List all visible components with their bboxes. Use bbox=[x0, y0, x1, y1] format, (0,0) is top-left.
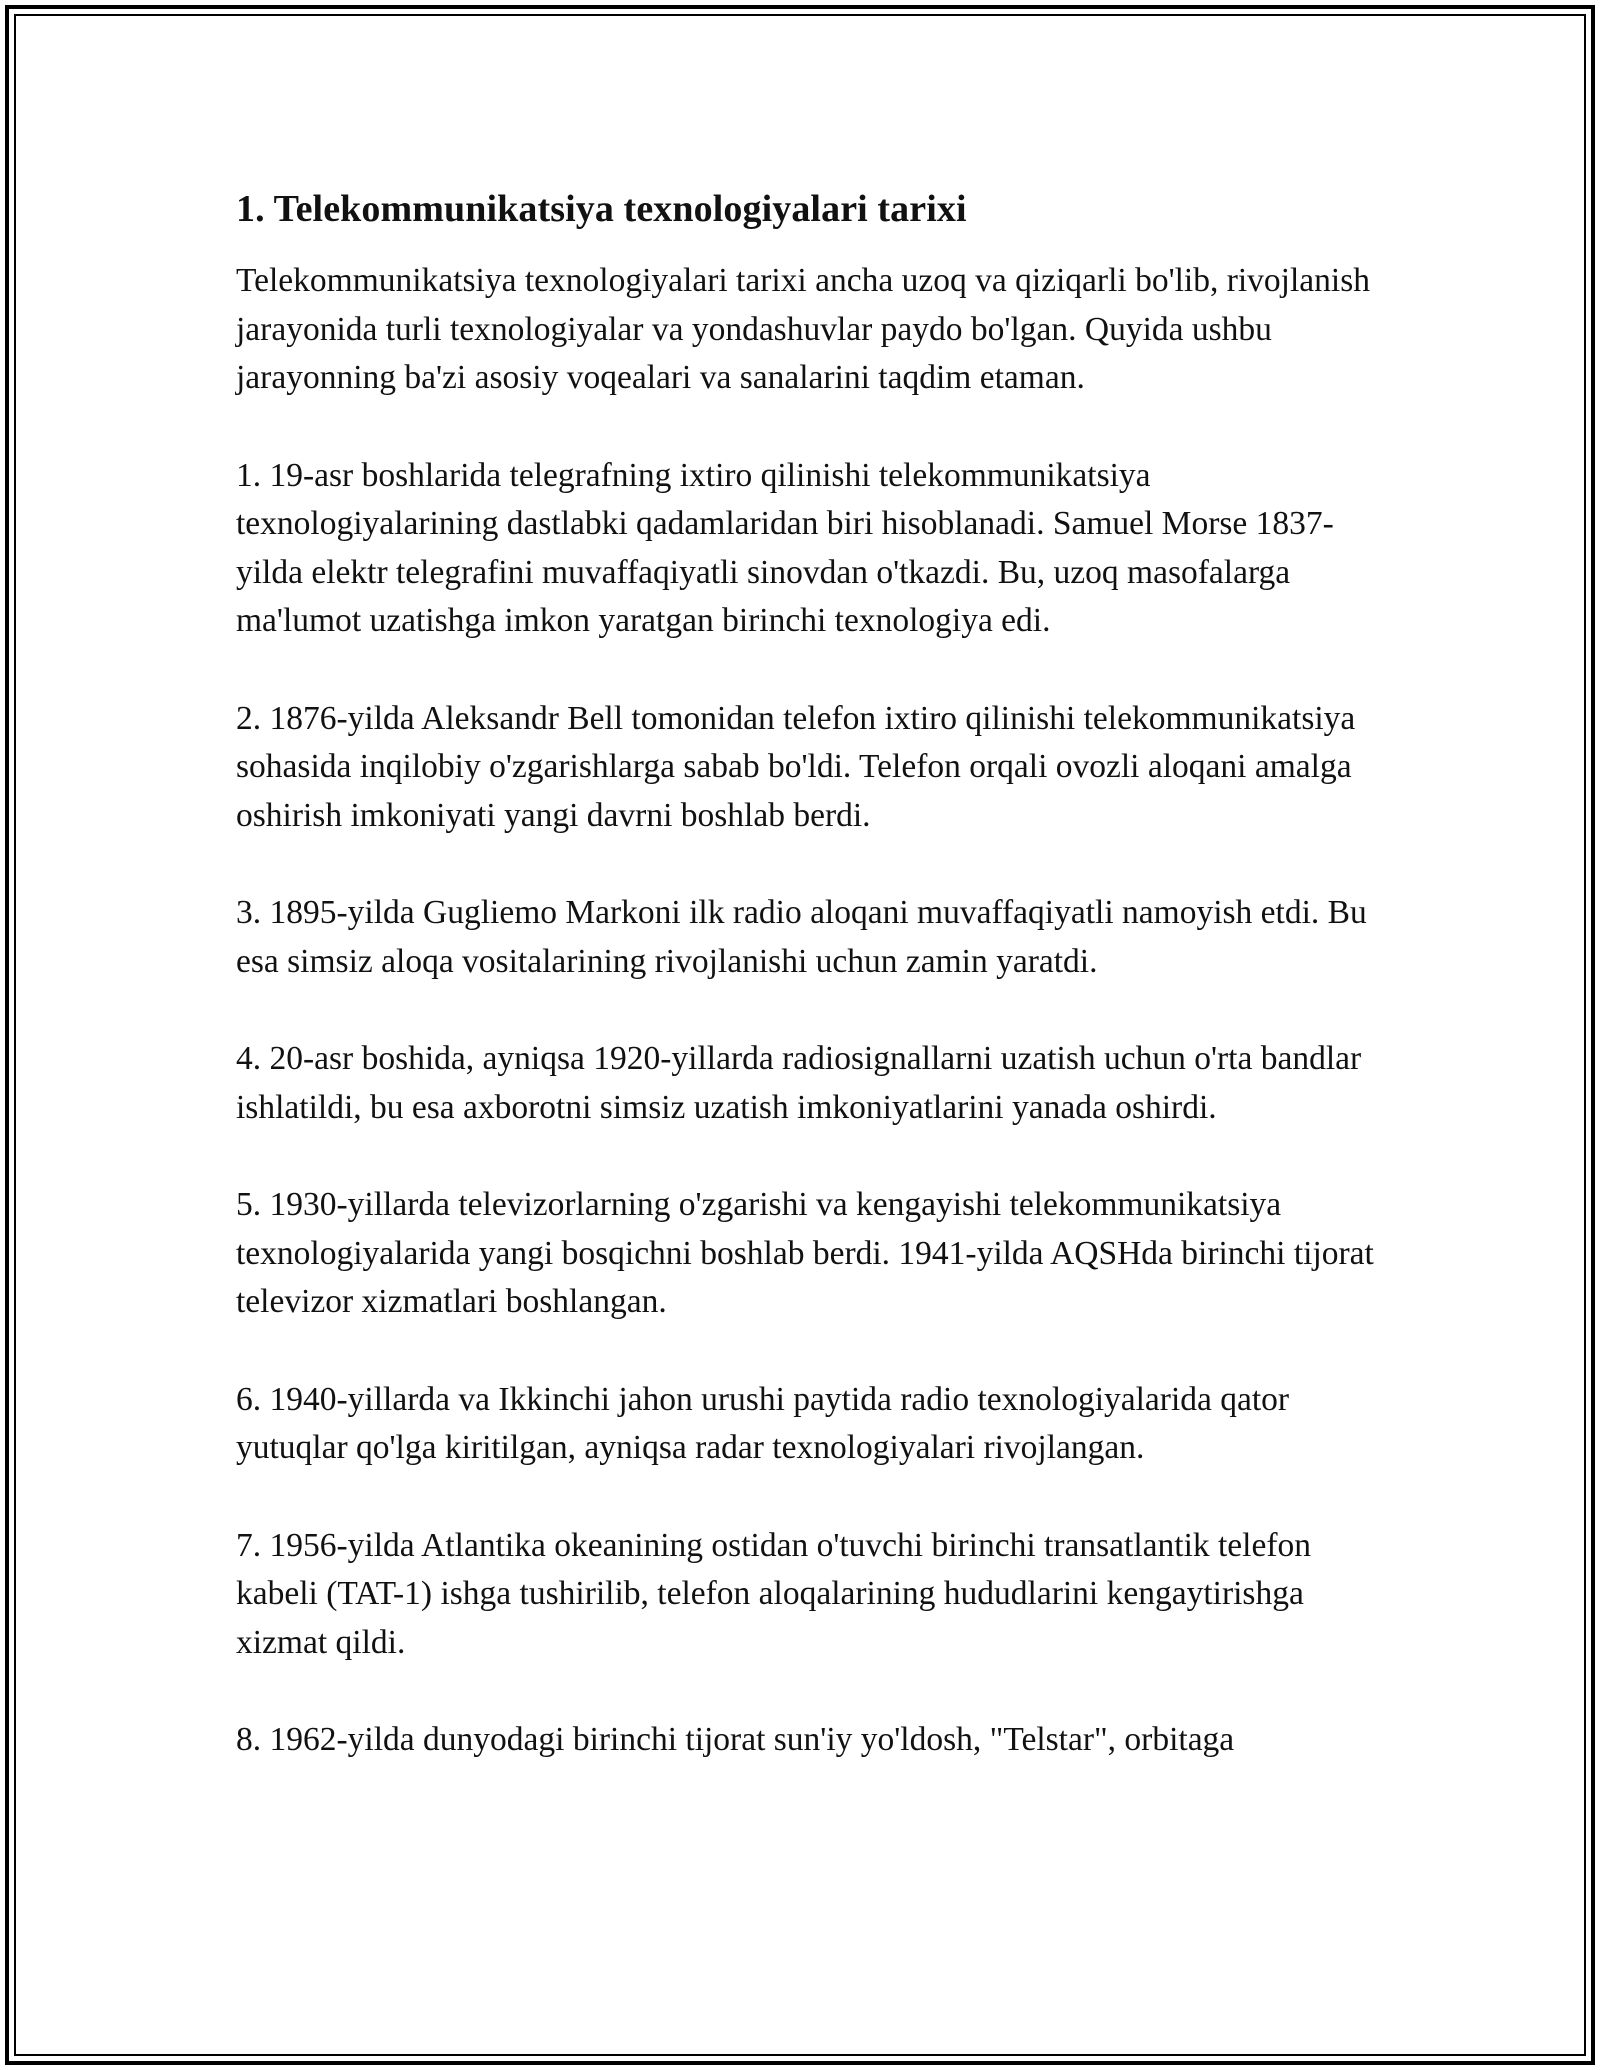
section-heading: 1. Telekommunikatsiya texnologiyalari tarixi bbox=[236, 188, 967, 230]
list-item-2: 2. 1876-yilda Aleksandr Bell tomonidan telefon ixtiro qilinishi telekommunikatsiya sohasida inqilobiy o'zgarishlarga sabab bo'ldi. Telefon orqali ovozli aloqani amalga oshirish imkoniyati yangi davrni boshlab berdi. bbox=[236, 699, 1356, 834]
document-body bbox=[236, 186, 1376, 1765]
list-item-8: 8. 1962-yilda dunyodagi birinchi tijorat sun'iy yo'ldosh, "Telstar", orbitaga bbox=[236, 1721, 1235, 1758]
list-item-3: 3. 1895-yilda Gugliemo Markoni ilk radio aloqani muvaffaqiyatli namoyish etdi. Bu esa simsiz aloqa vositalarining rivojlanishi uchun zamin yaratdi. bbox=[236, 894, 1367, 980]
intro-paragraph: Telekommunikatsiya texnologiyalari tarixi ancha uzoq va qiziqarli bo'lib, rivojlanish jarayonida turli texnologiyalar va yondashuvlar paydo bo'lgan. Quyida ushbu jarayonning ba'zi asosiy voqealari va sanalarini taqdim etaman. bbox=[236, 262, 1371, 396]
list-item-4: 4. 20-asr boshida, ayniqsa 1920-yillarda radiosignallarni uzatish uchun o'rta bandlar ishlatildi, bu esa axborotni simsiz uzatish imkoniyatlarini yanada oshirdi. bbox=[236, 1040, 1362, 1126]
list-item-5: 5. 1930-yillarda televizorlarning o'zgarishi va kengayishi telekommunikatsiya texnologiyalarida yangi bosqichni boshlab berdi. 1941-yilda AQSHda birinchi tijorat televizor xizmatlari boshlangan. bbox=[236, 1186, 1374, 1320]
list-item-7: 7. 1956-yilda Atlantika okeanining ostidan o'tuvchi birinchi transatlantik telefon kabeli (TAT-1) ishga tushirilib, telefon aloqalarining hududlarini kengaytirishga xizmat qildi. bbox=[236, 1526, 1312, 1661]
list-item-1: 1. 19-asr boshlarida telegrafning ixtiro qilinishi telekommunikatsiya texnologiyalarining dastlabki qadamlaridan biri hisoblanadi. Samuel Morse 1837-yilda elektr telegrafini muvaffaqiyatli sinovdan o'tkazdi. Bu, uzoq masofalarga ma'lumot uzatishga imkon yaratgan birinchi texnologiya edi. bbox=[236, 456, 1334, 639]
list-item-6: 6. 1940-yillarda va Ikkinchi jahon urushi paytida radio texnologiyalarida qator yutuqlar qo'lga kiritilgan, ayniqsa radar texnologiyalari rivojlangan. bbox=[236, 1380, 1290, 1466]
